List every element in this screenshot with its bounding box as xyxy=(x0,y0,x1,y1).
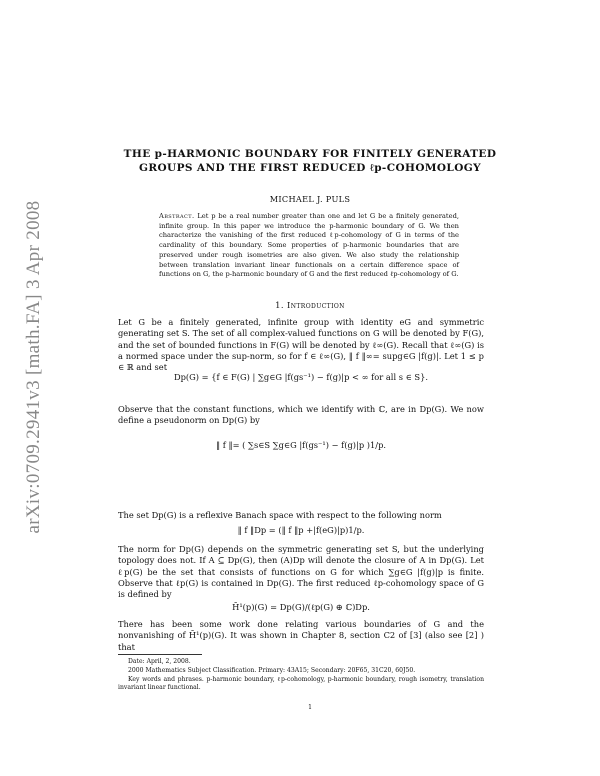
footnotes xyxy=(118,658,484,693)
paragraph-5: There has been some work done relating various boundaries of G and the nonvanishing of H̄¹(p)(G). It was shown in Chapter 8, section C2 of [3] (also see [2] ) that xyxy=(118,619,484,652)
paragraph-3: The set Dp(G) is a reflexive Banach space with respect to the following norm xyxy=(118,510,442,520)
footnote-date: Date: April, 2, 2008. xyxy=(128,658,191,665)
title-line-1: THE p-HARMONIC BOUNDARY FOR FINITELY GENERATED xyxy=(123,148,497,160)
paragraph-4: The norm for Dp(G) depends on the symmetric generating set S, but the underlying topology does not. If A ⊆ Dp(G), then (A)Dp will denote the closure of A in Dp(G). Let ℓp(G) be the set that consists of functions on G for which ∑g∈G |f(g)|p is finite. Observe that ℓp(G) is contained in Dp(G). The first reduced ℓp-cohomology space of G is defined by xyxy=(118,544,484,600)
paper-title xyxy=(100,147,520,175)
equation-2: ‖ f ‖= ( ∑s∈S ∑g∈G |f(gs⁻¹) − f(g)|p )1/p. xyxy=(215,440,387,450)
page-number: 1 xyxy=(308,704,312,711)
equation-3: ‖ f ‖Dp = (‖ f ‖p +|f(eG)|p)1/p. xyxy=(237,525,365,535)
footnote-keywords: Key words and phrases. p-harmonic boundary, ℓp-cohomology, p-harmonic boundary, rough isometry, translation invariant linear functional. xyxy=(118,675,484,692)
arxiv-stamp-text: arXiv:0709.2941v3 [math.FA] 3 Apr 2008 xyxy=(23,200,44,534)
section-heading: 1. Introduction xyxy=(275,300,345,310)
footnote-msc: 2000 Mathematics Subject Classification. Primary: 43A15; Secondary: 20F65, 31C20, 60J50. xyxy=(128,666,416,674)
paragraph-2: Observe that the constant functions, which we identify with ℂ, are in Dp(G). We now define a pseudonorm on Dp(G) by xyxy=(118,404,484,426)
title-line-2: GROUPS AND THE FIRST REDUCED ℓp-COHOMOLOGY xyxy=(138,162,482,174)
arxiv-stamp xyxy=(14,182,54,552)
abstract-text: Let p be a real number greater than one and let G be a finitely generated, infinite group. In this paper we introduce the p-harmonic boundary of G. We then characterize the vanishing of the first reduced ℓp-cohomology of G in terms of the cardinality of this boundary. Some properties of p-harmonic boundaries that are preserved under rough isometries are also given. We also study the relationship between translation invariant linear functionals on a certain difference space of functions on G, the p-harmonic boundary of G and the first reduced ℓp-cohomology of G. xyxy=(159,212,459,279)
equation-1: Dp(G) = {f ∈ F(G) | ∑g∈G |f(gs⁻¹) − f(g)|p < ∞ for all s ∈ S}. xyxy=(173,372,429,382)
abstract-label: Abstract. xyxy=(159,212,195,220)
abstract xyxy=(159,212,459,280)
equation-4: H̄¹(p)(G) = Dp(G)/(ℓp(G) ⊕ ℂ)Dp. xyxy=(232,602,370,612)
author: MICHAEL J. PULS xyxy=(269,194,351,204)
footnote-rule xyxy=(118,654,202,655)
paragraph-1: Let G be a finitely generated, infinite group with identity eG and symmetric generating set S. The set of all complex-valued functions on G will be denoted by F(G), and the set of bounded functions in F(G) will be denoted by ℓ∞(G). Recall that ℓ∞(G) is a normed space under the sup-norm, so for f ∈ ℓ∞(G), ‖ f ‖∞= supg∈G |f(g)|. Let 1 ≤ p ∈ ℝ and set xyxy=(118,317,484,373)
